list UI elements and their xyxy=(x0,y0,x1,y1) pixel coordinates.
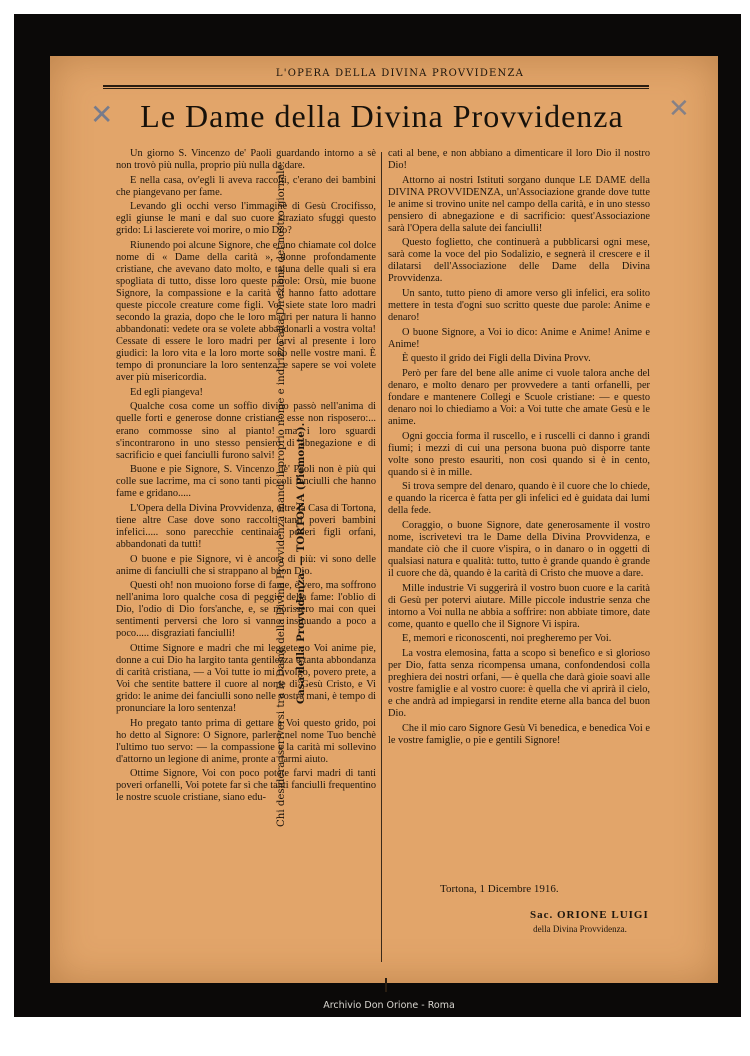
paragraph: Attorno ai nostri Istituti sorgano dunque LE DAME della DIVINA PROVVIDENZA, un'Associazione grande dove tutte le anime si trovino unite nel campo della carità, e in uno stesso pensiero di abnegazione e di sacrificio: quest'Associazione sarà l'Opera della salute dei fanciulli! xyxy=(388,174,650,234)
paragraph: Questo foglietto, che continuerà a pubblicarsi ogni mese, sarà come la voce del pio Sodalizio, e segnerà il crescere e il dilatarsi dell'Associazione delle Dame della Divina Provvidenza. xyxy=(388,237,650,285)
paragraph: Ed egli piangeva! xyxy=(130,386,203,398)
paragraph: E nella casa, ov'egli li aveva raccolti, c'erano dei bambini che piangevano per fame. xyxy=(116,174,376,198)
newsletter-page xyxy=(50,56,718,983)
signature-name: Sac. ORIONE LUIGI xyxy=(530,909,649,921)
paragraph: Che il mio caro Signore Gesù Vi benedica, e benedica Voi e le vostre famiglie, o pie e gentili Signore! xyxy=(388,722,650,746)
paragraph: cati al bene, e non abbiano a dimenticare il loro Dio il nostro Dio! xyxy=(388,148,650,172)
paragraph: La vostra elemosina, fatta a scopo sì benefico e sì glorioso per Dio, fatta senza ricompensa umana, confondendosi colla preghiera dei nostri orfani, — è quella che darà gioie soavi alle vostre famiglie e al vostro cuore: è quella che vi aprirà il cielo, e che andrà ad impiegarsi in rendite eterne alla banca del buon Dio. xyxy=(388,647,650,720)
header-rule-thin xyxy=(103,88,649,89)
scan-frame xyxy=(14,14,741,1017)
pencil-cross-mark-icon: ✕ xyxy=(90,98,114,131)
paragraph: Ogni goccia forma il ruscello, e i ruscelli ci danno i grandi fiumi; i mezzi di cui una persona buona può disporre tante volte sono presto esauriti, non così quando si è in cento, quando si è in mille. xyxy=(388,430,650,478)
sidebar-notice: Chi desidera iscriversi tra le Dame della Divina Provvidenza mandi il proprio nome e indirizzo alla Direzione del nostro giornale: xyxy=(276,161,287,827)
paragraph: Qualche cosa come un soffio divino passò nell'anima di quelle forti e generose donne cristiane: esse non risposero:... erano commosse sino al pianto! ma i loro sguardi s'incontrarono in uno stesso pensiero di abnegazione e di sacrificio e quei fanciulli furono salvi! xyxy=(116,401,376,461)
paragraph: Ottime Signore, Voi con poco potete farvi madri di tanti poveri orfanelli, Voi potete far sì che tanti fanciulli frequentino le nostre scuole cristiane, siano edu- xyxy=(116,768,376,804)
paragraph: O buone Signore, a Voi io dico: Anime e Anime! Anime e Anime! xyxy=(388,326,650,350)
paragraph: Levando gli occhi verso l'immagine di Gesù Crocifisso, egli giunse le mani e dal suo cuore straziato sfuggì questo grido: Li lascierete voi morire, o mio Dio? xyxy=(116,201,376,237)
header-rule xyxy=(103,85,649,87)
right-column xyxy=(388,148,650,749)
paragraph: E, memori e riconoscenti, noi pregheremo per Voi. xyxy=(402,633,612,645)
paragraph: O buone e pie Signore, vi è ancora di più: vi sono delle anime di fanciulli che si strappano al buon Dio. xyxy=(116,553,376,577)
left-column xyxy=(116,148,376,807)
paragraph: Coraggio, o buone Signore, date generosamente il vostro nome, iscrivetevi tra le Dame della Divina Provvidenza, e mandate ciò che il cuore v'ispira, o in danaro o in oggetti di qualsiasi natura e qualità: tutto, tutto è grande quando è grande il cuore che dà, quando è la carità di Cristo che muove a dare. xyxy=(388,519,650,580)
signature-role: della Divina Provvidenza. xyxy=(533,924,627,934)
paragraph: Però per fare del bene alle anime ci vuole talora anche del denaro, e molto denaro per provvedere a tanti orfanelli, per fondare e mantenere Collegi e Scuole cristiane: — e questo denaro noi lo chiediamo a Voi: a Voi tutte che amate Gesù e le anime. xyxy=(388,367,650,427)
paragraph: Si trova sempre del denaro, quando è il cuore che lo chiede, e quando la ricerca è fatta per gli infelici ed è guidata dai lumi della fede. xyxy=(388,481,650,517)
paragraph: Riunendo poi alcune Signore, che erano chiamate col dolce nome di « Dame della carità », donne profondamente cristiane, che avevano dato molto, e taluna delle quali si era spogliata di tutto, disse loro queste parole: Orsù, mie buone Signore, la compassione e la carità vi hanno fatto adottare queste piccole creature come figli. Voi siete state loro madri secondo la grazia, dopo che le loro madri per natura li hanno abbandonati: vedete ora se volete abbandonarli a vostra volta! Cessate di essere le loro madri per farvi al presente i loro giudici: la loro vita e la loro morte sono nelle vostre mani. È tempo di pronunciare la loro sentenza, e sapere se voi volete aver più misericordia. xyxy=(116,239,376,384)
sidebar-address-text: Casa della Provvidenza. — TORTONA (Piemonte). xyxy=(295,422,307,704)
paragraph: Un santo, tutto pieno di amore verso gli infelici, era solito mettere in testa d'ogni suo scritto queste due parole: Anime e denaro! xyxy=(388,288,650,324)
paragraph: Questi oh! non muoiono forse di fame, è vero, ma soffrono nell'anima loro qualche cosa di peggio della fame: l'oblio di Dio, l'odio di Dio fors'anche, e, se morissero mai con quei sentimenti perversi che loro si vanno insinuando a poco a poco..... disgraziati fanciulli! xyxy=(116,580,376,640)
paragraph: L'Opera della Divina Provvidenza, oltre la Casa di Tortona, tiene altre Case dove sono raccolti tanti poveri bambini infelici..... sono parecchie centinaia, poveri figli orfani, abbandonati da tutti! xyxy=(116,502,376,550)
page-title: Le Dame della Divina Provvidenza xyxy=(140,98,624,134)
paragraph: È questo il grido dei Figli della Divina Provv. xyxy=(402,353,591,365)
paragraph: Ottime Signore e madri che mi leggete: o Voi anime pie, donne a cui Dio ha largito tanta gentilezza e tanta abbondanza di carità cristiana, — a Voi tutte io mi rivolgo, povero prete, a Voi che sentite battere il cuore al nome di Gesù Cristo, e Vi grido: le anime dei fanciulli sono nelle vostre mani, è tempo di pronunciare la loro sentenza! xyxy=(116,642,376,715)
footer-mark xyxy=(385,978,387,992)
paragraph: Un giorno S. Vincenzo de' Paoli guardando intorno a sè non trovò più nulla, proprio più nulla da dare. xyxy=(116,148,376,172)
dateline: Tortona, 1 Dicembre 1916. xyxy=(440,883,559,895)
paragraph: Ho pregato tanto prima di gettare a Voi questo grido, poi ho detto al Signore: O Signore, parlerò nel nome Tuo benchè l'ultimo tuo servo: — la compassione e la carità mi sollevino d'attorno un legione di anime, pronte a darmi aiuto. xyxy=(116,717,376,765)
archive-credit: Archivio Don Orione - Roma xyxy=(323,1000,455,1011)
running-head: L'OPERA DELLA DIVINA PROVVIDENZA xyxy=(275,68,525,79)
paragraph: Buone e pie Signore, S. Vincenzo de' Paoli non è più qui colle sue lacrime, ma ci sono tanti piccoli fanciulli che hanno fame e gridano..... xyxy=(116,464,376,500)
column-divider xyxy=(381,152,382,962)
pencil-cross-mark-icon: ✕ xyxy=(668,94,690,124)
paragraph: Mille industrie Vi suggerirà il vostro buon cuore e la carità di Gesù per potervi aiutare. Mille piccole industrie senza che intorno a Voi nulla ne abbia a soffrire: non abbiate timore, date come, quanto e quello che il Signore Vi ispira. xyxy=(388,582,650,630)
